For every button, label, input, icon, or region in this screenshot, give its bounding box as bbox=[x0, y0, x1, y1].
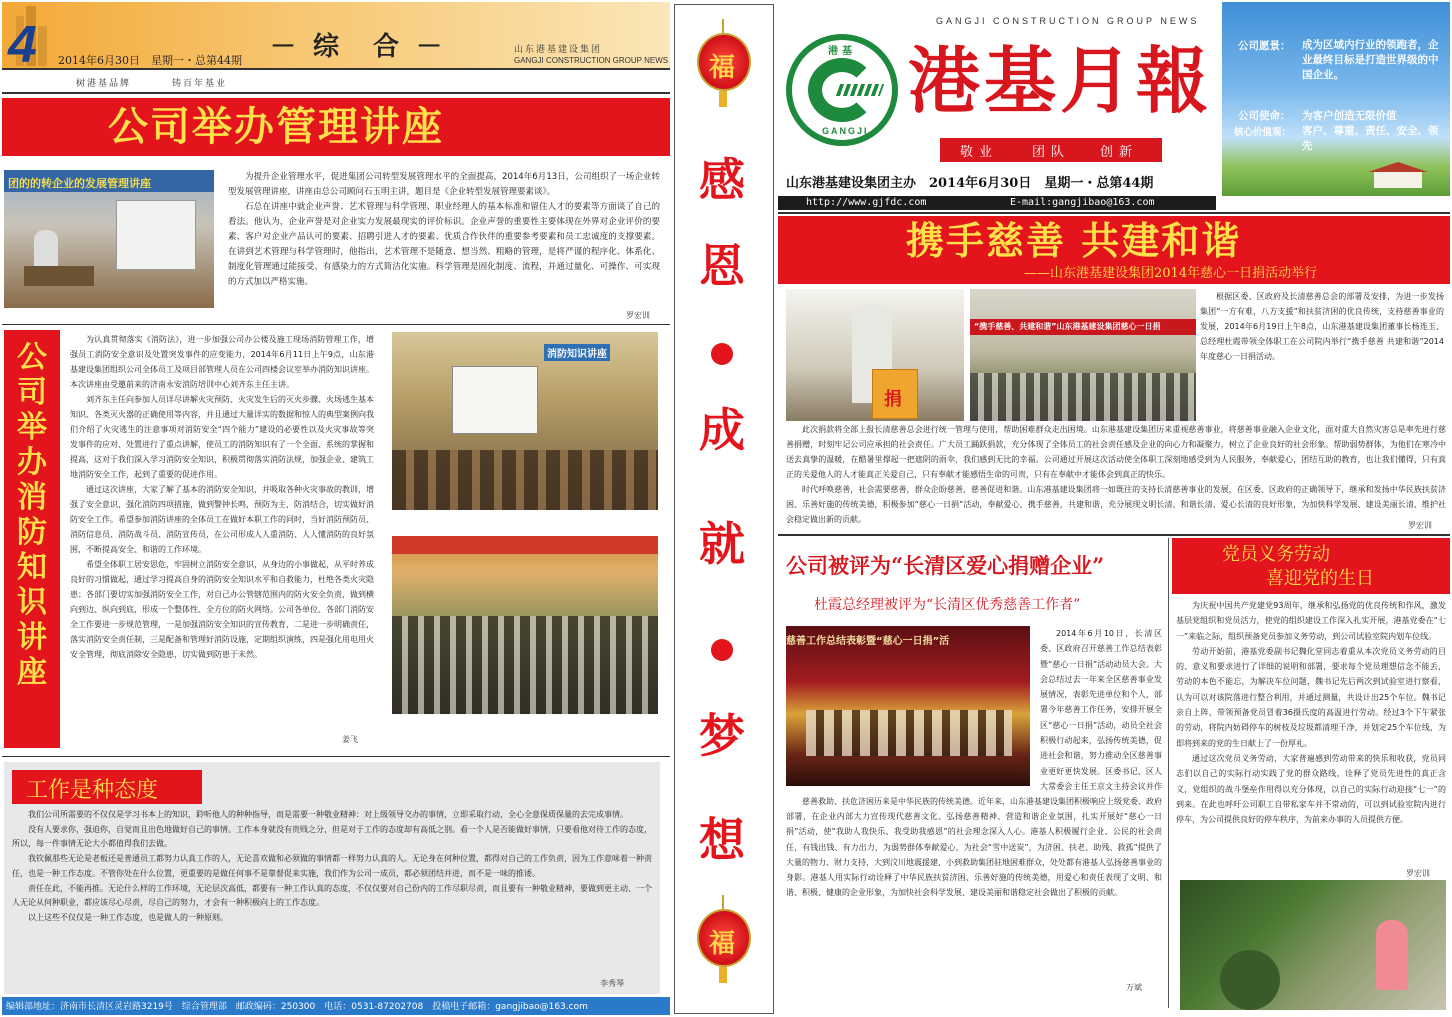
donation-banner: “携手慈善、共建和谐”山东港基建设集团慈心一日捐 bbox=[974, 322, 1161, 331]
vision-label-1: 公司愿景： bbox=[1238, 40, 1291, 52]
lantern-bottom: 福 bbox=[695, 895, 753, 983]
right-article2-body: 慈善救助、扶危济困历来是中华民族的传统美德。近年来，山东港基建设集团积极响应上级党委、政府部署，在企业内部大力宣传现代慈善文化、弘扬慈善精神、营造和谐企业氛围，扎实开展好“慈心一日捐”活动，使“我助人我快乐、我受助我感恩”的社会理念深入人心。港基人积极履行企业、公民的社会责任，有钱出钱、有力出力，为弱势群体奉献爱心，为社会“雪中送炭”，为济困、扶老、助残、救孤”提供了大量的物力、财力支持，大到汶川地震援建，小到救助集团驻地困难群众，处处都有港基人弘扬慈善事业的身影。港基人用实际行动诠释了中华民族扶贫济困、乐善好施的传统美德，用爱心和责任表现了文明、和谐、积极、健康的企业形象，为加快社会科学发展、建设美丽和谐稳定社会做出了积极的贡献。 bbox=[786, 797, 1162, 898]
page-number: 4 bbox=[8, 16, 37, 74]
middle-char-4: 就 bbox=[699, 517, 745, 571]
award-banner: 慈善工作总结表彰暨“慈心一日捐”活 bbox=[786, 636, 950, 647]
middle-dot-2 bbox=[711, 639, 733, 661]
middle-char-6: 想 bbox=[699, 813, 745, 867]
vision-text-2: 为客户创造无限价值 bbox=[1302, 110, 1397, 122]
volunteer-photo bbox=[1180, 880, 1446, 1010]
motto-bar: 敬业 团队 创新 bbox=[940, 138, 1162, 162]
article1-headline: 公司举办管理讲座 bbox=[108, 103, 444, 150]
right-article1-body: 此次捐款将全部上报长清慈善总会进行统一管理与使用，帮助困难群众走出困境。山东港基建设集团历来重视慈善事业，将慈善事业融入企业文化，面对重大自然灾害总是率先进行慈善捐赠，时刻牢记公司应承担的社会责任。广大员工踊跃捐款，充分体现了全体员工的社会责任感及企业的向心力和凝聚力，树立了企业良好的社会形象。帮助弱势群体，为他们在寒冷中送去真挚的温暖，在酷暑里撑起一把遮阴的雨伞，我们感到无比的幸福。公司通过开展这次活动使全体职工深刻地感受到为人民服务，奉献爱心，团结互助的教育，也让我们懂得，只有真正的关爱他人的人才能真正关爱自己，只有奉献才能感悟生命的可贵，只有在奉献中才能体会到真正的快乐。 时代呼唤慈善，社会需要慈善，群众企盼慈善，慈善促进和谐。山东港基建设集团将一如既往的支持长清慈善事业的发展，在区委、区政府的正确领导下，继承和发扬中华民族扶贫济困、乐善好施的传统美德，积极参加“慈心一日捐”活动，奉献爱心，携手慈善，共建和谐，充分展现文明长清、和谐长清、爱心长清的良好形象，为加快科学发展、建设美丽长清、维护社会稳定做出新的贡献。 bbox=[786, 425, 1446, 524]
section-title: － 综 合 － bbox=[270, 32, 447, 62]
article3-author: 李秀琴 bbox=[600, 979, 624, 988]
photo-banner-fire: 消防知识讲座 bbox=[544, 344, 610, 361]
right-article2-subheadline: 杜霞总经理被评为“长清区优秀慈善工作者” bbox=[814, 597, 1081, 613]
right-article1-body-top: 根据区委、区政府及长清慈善总会的部署及安排，为进一步发扬集团“一方有难，八方支援”和扶贫济困的优良传统，支持慈善事业的发展，2014年6月19日上午8点，山东港基建设集团董事长杨连玉、总经理杜霞带领全体职工在公司院内举行“携手慈善 共建和谐”2014年度慈心一日捐活动。 bbox=[1200, 292, 1444, 361]
website-link[interactable]: http://www.gjfdc.com bbox=[806, 197, 927, 208]
vision-text-3: 客户、尊重、责任、安全、领先 bbox=[1302, 125, 1439, 152]
slogan-1: 树港基品牌 bbox=[76, 79, 132, 89]
right-article3-author: 罗宏训 bbox=[1406, 869, 1430, 878]
right-article1-subheadline: ——山东港基建设集团2014年慈心一日捐活动举行 bbox=[1024, 266, 1318, 281]
web-bar bbox=[778, 196, 1216, 210]
right-article1-headline: 携手慈善 共建和谐 bbox=[906, 218, 1242, 263]
donation-box-label: 捐 bbox=[884, 389, 902, 410]
article2-author: 姜飞 bbox=[342, 735, 358, 744]
publisher-cn: 山东港基建设集团 bbox=[514, 45, 603, 55]
right-article2-author: 万斌 bbox=[1126, 983, 1142, 992]
left-header bbox=[2, 2, 670, 74]
footer bbox=[2, 997, 670, 1015]
right-article3-headline-1: 党员义务劳动 bbox=[1222, 544, 1330, 565]
right-article3-headline-2: 喜迎党的生日 bbox=[1266, 568, 1374, 589]
article1-author: 罗宏训 bbox=[626, 311, 650, 320]
article3-headline: 工作是种态度 bbox=[26, 778, 159, 803]
right-article2-headline: 公司被评为“长清区爱心捐赠企业” bbox=[786, 553, 1105, 578]
article2-body: 为认真贯彻落实《消防法》，进一步加强公司办公楼及施工现场消防管理工作，增强员工消防安全意识及处置突发事件的应变能力，2014年6月11日上午9点，山东港基建设集团组织公司全体员工及项目部管理人员在公司四楼会议室举办消防知识讲座。本次讲座由受邀前来的济南永安消防培训中心刘齐东主任主讲。 刘齐东主任向参加人员详尽讲解火灾预防、火灾发生后的灭火步骤、火场逃生基本知识、各类灭火器的正确使用等内容，并且通过大量详实的数据和惊人的典型案例向我们介绍了火灾逃生的注意事项对消防安全“四个能力”建设的必要性以及火灾事故等突发事件的应对、处置进行了重点讲解，使员工的消防知识有了一个全面、系统的掌握和提高，这对于我们深入学习消防安全知识，积极贯彻落实消防法规，加强企业、建筑工地消防安全工作，起到了重要的促进作用。 通过这次讲座，大家了解了基本的消防安全知识，并吸取各种火灾事故的教训，增强了安全意识，强化消防四项措施，做到警钟长鸣，预防为主，防消结合，切实做好消防安全工作。希望参加消防讲座的全体员工在做好本职工作的同时，当好消防预防员、消防信息员、消防战斗员、消防宣传员，在公司形成人人重消防、人人懂消防的良好氛围，不断提高安全、和谐的工作环境。 希望全体职工居安思危，牢固树立消防安全意识，从身边的小事做起，从平时养成良好的习惯做起，通过学习提高自身的消防安全知识水平和自救能力，杜绝各类火灾隐患；各部门要切实加强消防安全工作，对自己办公管辖范围内的防火安全负责，做到横向到边、纵向到底，形成一个整体性、全方位的防火网络。公司各单位、各部门消防安全工作要进一步规范管理，一是加强消防安全知识的宣传教育，二是进一步明确责任，落实消防安全责任制，三是配备和管理好消防设施，定期组织演练，四是强化用电用火安全管理，彻底消除安全隐患，切实做到防患于未然。 bbox=[70, 335, 374, 659]
article2-headline: 公司举办消防知识讲座 bbox=[17, 340, 47, 690]
masthead-title: 港基月報 bbox=[908, 38, 1213, 123]
fire-lecture-photo-2 bbox=[392, 536, 658, 714]
photo-banner: 团的的转企业的发展管理讲座 bbox=[8, 177, 151, 190]
award-photo bbox=[786, 626, 1030, 786]
vision-label-2: 公司使命： bbox=[1238, 110, 1291, 122]
host-line: 山东港基建设集团主办 2014年6月30日 星期一・总第44期 bbox=[786, 176, 1154, 191]
date-line: 2014年6月30日 星期一・总第44期 bbox=[58, 54, 242, 67]
article1-body: 为提升企业管理水平，促进集团公司转型发展管理水平的全面提高，2014年6月13日，公司组织了一场企业转型发展管理讲座，讲座由总公司顾问石玉明主讲，题目是《企业转型发展管理要素谈》。 石总在讲座中就企业声誉、艺术管理与科学管理、职业经理人的基本标准和留住人才的要素等方面谈了自己的看法。他认为，企业声誉是对企业实力发展最现实的评价标识。企业声誉的重要性主要体现在外界对企业评价的要素、客户对企业产品认可的要素、招聘引进人才的要素、优质合作伙伴的重要参考要素和员工忠诚度的支撑要素。在讲到艺术管理与科学管理时，他指出，艺术管理不是随意、想当然、粗略的管理，是将严谨的程序化、体系化、制度化管理通过能接受、有感染力的方式简洁化实施。科学管理是固化制度、流程，并通过量化、可操作、可实现的方式加以严格实施。 bbox=[228, 172, 660, 287]
footer-text: 编辑部地址：济南市长清区灵岩路3219号 综合管理部 邮政编码：250300 电话：0531-87202708 投稿电子邮箱：gangjibao@163.com bbox=[6, 1002, 588, 1012]
vision-text-1: 成为区域内行业的领跑者，企业最终目标是打造世界级的中国企业。 bbox=[1302, 39, 1439, 81]
middle-char-1: 感 bbox=[699, 153, 745, 207]
lecture-photo bbox=[4, 170, 214, 308]
vision-box bbox=[1222, 2, 1450, 196]
slogan-2: 铸百年基业 bbox=[172, 79, 228, 89]
vision-label-3: 核心价值观： bbox=[1234, 127, 1292, 138]
middle-char-2: 恩 bbox=[699, 239, 745, 293]
fire-lecture-photo-1 bbox=[392, 332, 658, 510]
company-logo: 港基 GANGJI bbox=[786, 34, 898, 146]
middle-dot-1 bbox=[711, 343, 733, 365]
middle-char-3: 成 bbox=[699, 403, 745, 457]
publisher-en: GANGJI CONSTRUCTION GROUP NEWS bbox=[514, 56, 669, 65]
house-illustration bbox=[1368, 162, 1428, 188]
lantern-top: 福 bbox=[695, 19, 753, 107]
middle-char-5: 梦 bbox=[699, 709, 745, 763]
donation-photo-2 bbox=[970, 289, 1196, 421]
right-article1-author: 罗宏训 bbox=[1408, 521, 1432, 530]
middle-column bbox=[674, 4, 774, 1014]
article3-body: 我们公司所需要的不仅仅是学习书本上的知识，聆听他人的种种指导，而是需要一种敬业精神：对上级领导交办的事情，立即采取行动，全心全意保质保量的去完成事情。 没有人要求你，强迫你，自觉而且出色地做好自己的事情。工作本身就没有贵贱之分，但是对于工作的态度却有高低之别。看一个人是否能做好事情，只要看他对待工作的态度，所以，每一件事情无论大小都值得我们去做。 我钦佩那些无论是老板还是普通员工都努力认真工作的人，无论喜欢做和必须做的事情都一样努力认真的人。无论身在何种位置，都得对自己的工作负责，因为工作意味着一种责任，也是一种工作态度。不管你处在什么位置，更重要的是做任何事不是靠督促来实施，我们作为公司一成员，都必须团结并进，而不是一味的推诿。 责任在此，不能再推。无论什么样的工作环境，无论层次高低，都要有一种工作认真的态度，不仅仅要对自己份内的工作尽职尽责，而且要有一种敬业精神，要做到更主动、一个人无论从何种职业，都应该尽心尽责，尽自己的努力，才会有一种积极向上的工作态度。 以上这些不仅仅是一种工作态度，也是做人的一种原则。 bbox=[12, 810, 652, 922]
masthead-english: GANGJI CONSTRUCTION GROUP NEWS bbox=[936, 16, 1200, 26]
donation-photo-1 bbox=[786, 289, 964, 421]
right-article3-body: 为庆祝中国共产党建党93周年，继承和弘扬党的优良传统和作风，激发基层党组织和党员活力，使党的组织建设工作深入扎实开展，港基党委在“七一”来临之际，组织预备党员参加义务劳动，到公司试验室院内划车位线。 劳动开始前，港基党委副书记魏化堂同志着重从本次党员义务劳动的目的、意义和要求进行了详细的说明和部署，要求每个党员理想信念不能丢，劳动的本色不能忘，为解决车位问题，魏书记先后两次到试验室进行察看，认为可以对该院落进行整合利用，并通过测量，共设计出25个车位。魏书记亲自上阵，带领预备党员冒着36摄氏度的高温进行劳动。经过3个下午紧张的劳动，将院内妨碍停车的树枝及垃圾都清理干净，并划定25个车位线，为即将到来的党的生日献上了一份厚礼。 通过这次党员义务劳动，大家普遍感到劳动带来的快乐和收获，党员同志们以自己的实际行动实践了党的群众路线，诠释了党员先进性的真正含义，党组织的战斗堡垒作用得以充分体现，以自己的实际行动迎接“七一”的到来。在此也呼吁公司职工自带私家车并不常动的，可以到试验室院内进行停车，为公司提供良好的停车秩序，为前来办事的人员提供方便。 bbox=[1176, 601, 1446, 825]
email-link[interactable]: E-mail:gangjibao@163.com bbox=[1010, 197, 1155, 208]
right-article2-body-side: 2014年6月10日，长清区委、区政府召开慈善工作总结表彰暨“慈心一日捐”活动动员大会。大会总结过去一年来全区慈善事业发展情况，表彰先进单位和个人，部署今年慈善工作任务，安排开展全区“慈心一日捐”活动，动员全社会积极行动起来，弘扬传统美德，促进社会和谐，努力推动全区慈善事业更好更快发展。区委书记、区人大常委会主任王京文主持会议并作 bbox=[1040, 629, 1162, 791]
